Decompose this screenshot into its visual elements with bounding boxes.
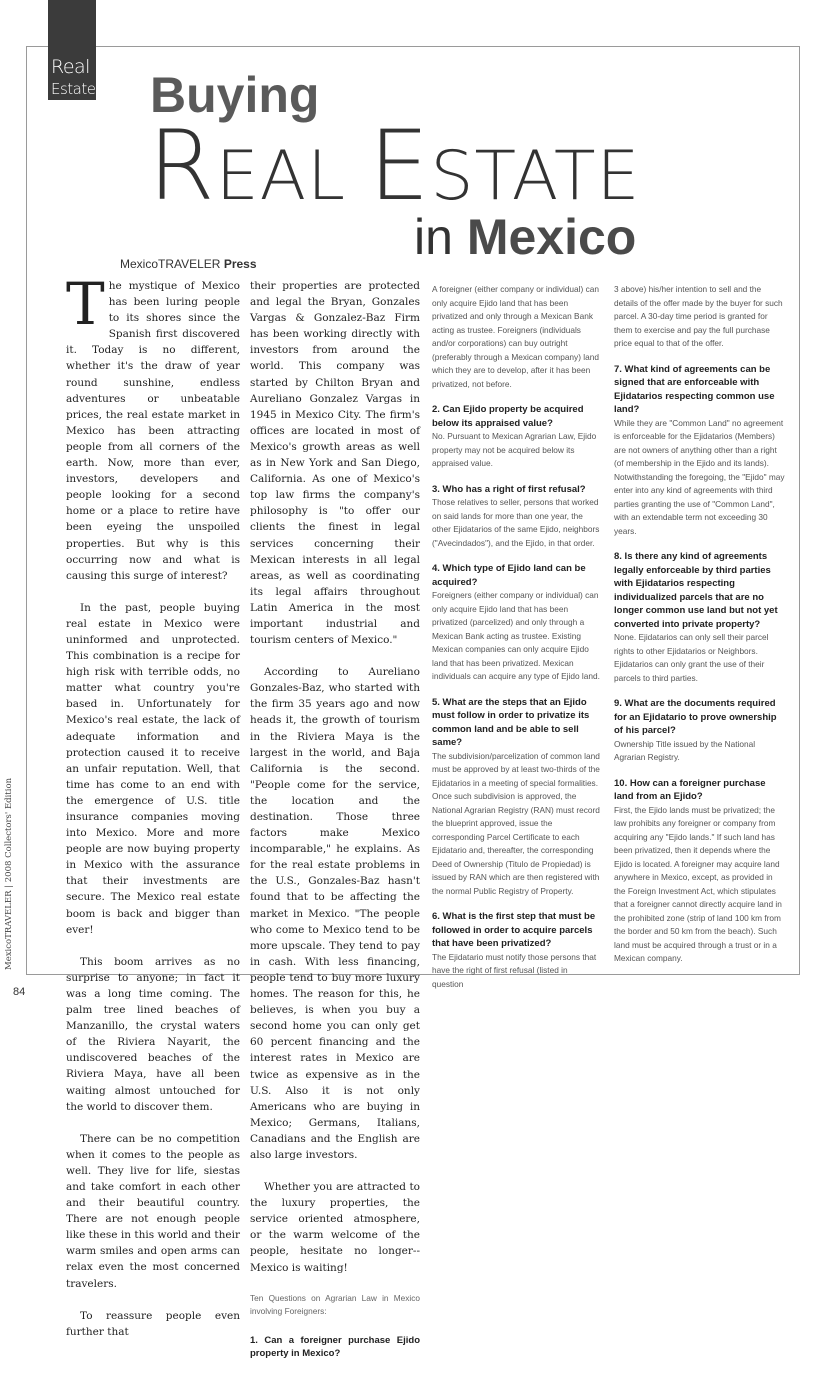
question-heading: 4. Which type of Ejido land can be acquired? xyxy=(432,563,586,588)
answer-text: 3 above) his/her intention to sell and the details of the offer made by the buyer for such parcel. A 30-day time period is granted for them to exercise and pay the full purchase price equal to that of the offer. xyxy=(614,284,783,348)
answer-text: A foreigner (either company or individual) can only acquire Ejido land that has been privatized and only through a Mexican Bank acting as trustee. Foreigners (individuals and/or corporations) can buy outright (preferably through a Mexican company) land which they are to develop, after it has been privatized, not before. xyxy=(432,284,599,389)
answer-text: First, the Ejido lands must be privatized; the law prohibits any foreigner or company from acquiring any "Ejido lands." If such land has been privatized, then it depends where the Ejido is located. A foreigner may acquire land anywhere in Mexico, except, as provided in the Foreign Investment Act, which stipulates that a foreigner cannot directly acquire land in the prohibited zone (strip of land 100 km from the border and 50 km from the beach). Such land must be acquired through a trust or in a Mexican company. xyxy=(614,804,782,963)
answer-text: Those relatives to seller, persons that worked on said lands for more than one year, the other Ejidatarios of the same Ejido, neighbors ("Avecindados"), and the Ejido, in that order. xyxy=(432,497,600,548)
question-heading: 1. Can a foreigner purchase Ejido property in Mexico? xyxy=(250,1334,420,1360)
headline-buying: Buying xyxy=(150,67,320,123)
question-heading: 10. How can a foreigner purchase land from an Ejido? xyxy=(614,777,766,802)
question-heading: 7. What kind of agreements can be signed that are enforceable with Ejidatarios respecting common use land? xyxy=(614,363,775,415)
answer-text: The subdivision/parcelization of common land must be approved by at least two-thirds of the Ejidatarios in a meeting of special formalities. Once such subdivision is approved, the National Agrarian Registry (RAN) must record the blueprint approved, issue the corresponding Parcel Certificate to each Ejidatario and, thereafter, the corresponding Deed of Ownership (Titulo de Propiedad) is issued by RAN which are then registered with the normal Public Registry of Property. xyxy=(432,750,600,896)
article-column-2 xyxy=(250,278,420,1377)
edition-text: MexicoTRAVELER | 2008 Collectors' Edition xyxy=(4,777,14,970)
article-column-3 xyxy=(432,283,600,1003)
section-label-line1: Real xyxy=(51,56,90,78)
question-heading: 3. Who has a right of first refusal? xyxy=(432,483,586,495)
question-heading: 9. What are the documents required for an Ejidatario to prove ownership of his parcel? xyxy=(614,698,777,736)
question-heading: 5. What are the steps that an Ejido must follow in order to privatize its common land and be able to sell same? xyxy=(432,696,590,748)
page-number: 84 xyxy=(13,986,26,998)
headline-in-mexico: in Mexico xyxy=(414,209,637,265)
article-column-1 xyxy=(66,270,240,1356)
answer-text: While they are "Common Land" no agreement is enforceable for the Ejidatarios (Members) are not owners of anything other than a right (of membership in the Ejido and its lands). Notwithstanding the foregoing, the "Ejido" may enter into any kind of agreements with third parties granting the use of "Common Land", with an extendable term not exceeding 30 years. xyxy=(614,417,785,536)
byline: MexicoTRAVELER Press xyxy=(120,257,257,271)
paragraph: According to Aureliano Gonzales-Baz, who started with the firm 35 years ago and now heads it, the growth of tourism in the Riviera Maya is the largest in the world, and Baja California is the second. "People come for the service, the location and the destination. Those three factors make Mexico incomparable," he explains. As for the real estate problems in the U.S., Gonzales-Baz hasn't found that to be affecting the market in Mexico. "The people who come to Mexico tend to be more upscale. They tend to pay in cash. With less financing, people tend to buy more luxury homes. The reason for this, he believes, is when you buy a second home you can only get 60 percent financing and the interest rates in Mexico are twice as expensive as in the U.S. Also it is not only Americans who are buying in Mexico; Germans, Italians, Canadians and the English are also large investors. xyxy=(250,666,420,1161)
answer-text: Foreigners (either company or individual) can only acquire Ejido land that has been privatized (parcelized) and only through a Mexican Bank acting as trustee. Existing Mexican companies can only acquire Ejido land that has been privatized. Mexican individuals can acquire any type of Ejido land. xyxy=(432,590,600,681)
section-tab xyxy=(48,0,96,100)
question-heading: 6. What is the first step that must be followed in order to acquire parcels that have been privatized? xyxy=(432,911,596,949)
answer-text: No. Pursuant to Mexican Agrarian Law, Ejido property may not be acquired below its appraised value. xyxy=(432,431,597,468)
article-column-4 xyxy=(614,283,786,978)
section-label-line2: Estate xyxy=(51,80,96,98)
answer-text: Ownership Title issued by the National Agrarian Registry. xyxy=(614,738,756,762)
drop-cap: T xyxy=(66,270,105,338)
paragraph: Whether you are attracted to the luxury properties, the service oriented atmosphere, or the warm welcome of the people, hesitate no longer--Mexico is waiting! xyxy=(250,1181,420,1274)
qa-intro: Ten Questions on Agrarian Law in Mexico involving Foreigners: xyxy=(250,1292,420,1316)
paragraph: In the past, people buying real estate in Mexico were uninformed and unprotected. This combination is a recipe for high risk with terrible odds, no matter what country you're based in. Unfortunately for Mexico's real estate, the lack of adequate information and protection caused it to receive an unfair reputation. Well, that time has come to an end with the emergence of U.S. title insurance companies moving into Mexico. More and more people are now buying property in Mexico with the assurance that their investments are secure. The Mexico real estate boom is back and bigger than ever! xyxy=(66,601,240,936)
headline-real-estate: REAL ESTATE xyxy=(148,110,641,222)
answer-text: The Ejidatario must notify those persons that have the right of first refusal (listed in question xyxy=(432,951,597,989)
paragraph: To reassure people even further that xyxy=(66,1309,240,1338)
question-heading: 2. Can Ejido property be acquired below its appraised value? xyxy=(432,404,584,429)
paragraph: their properties are protected and legal the Bryan, Gonzales Vargas & Gonzalez-Baz Firm has been working directly with investors from around the world. This company was started by Chilton Bryan and Aureliano Gonzalez Vargas in 1945 in Mexico City. The firm's offices are located in most of Mexico's growth areas as well as in New York and San Diego, California. As one of Mexico's top law firms the company's philosophy is "to offer our clients the finest in legal services concerning their Mexican interests in all legal areas, as well as coordinating its legal affairs throughout Latin America in the most important industrial and tourism centers of Mexico." xyxy=(250,280,420,647)
question-heading: 8. Is there any kind of agreements legally enforceable by third parties with Ejidatarios respecting individualized parcels that are no longer common use land but not yet converted into private property? xyxy=(614,551,778,630)
vertical-edition-label xyxy=(4,777,18,970)
paragraph: The mystique of Mexico has been luring people to its shores since the Spanish first discovered it. Today is no different, whether it's the draw of year round sunshine, endless adventures or unbeatable prices, the real estate market in Mexico has been attracting people from all corners of the earth. Now, more than ever, investors, developers and people looking for a second home or a place to retire have been eyeing the unspoiled properties. But why is this occurring now and what is causing this surge of interest? xyxy=(66,270,240,582)
paragraph: This boom arrives as no surprise to anyone; in fact it was a long time coming. The palm tree lined beaches of Manzanillo, the crystal waters of the Riviera Nayarit, the undiscovered beaches of the Riviera Maya, have all been waiting almost untouched for the world to discover them. xyxy=(66,955,240,1113)
paragraph: There can be no competition when it comes to the people as well. They live for life, siestas and take comfort in each other and their beautiful country. There are not enough people like these in this world and their warm smiles and open arms can relax even the most concerned travelers. xyxy=(66,1132,240,1290)
answer-text: None. Ejidatarios can only sell their parcel rights to other Ejidatarios or Neighbors. Ejidatarios can only grant the use of their parcels to third parties. xyxy=(614,632,769,683)
